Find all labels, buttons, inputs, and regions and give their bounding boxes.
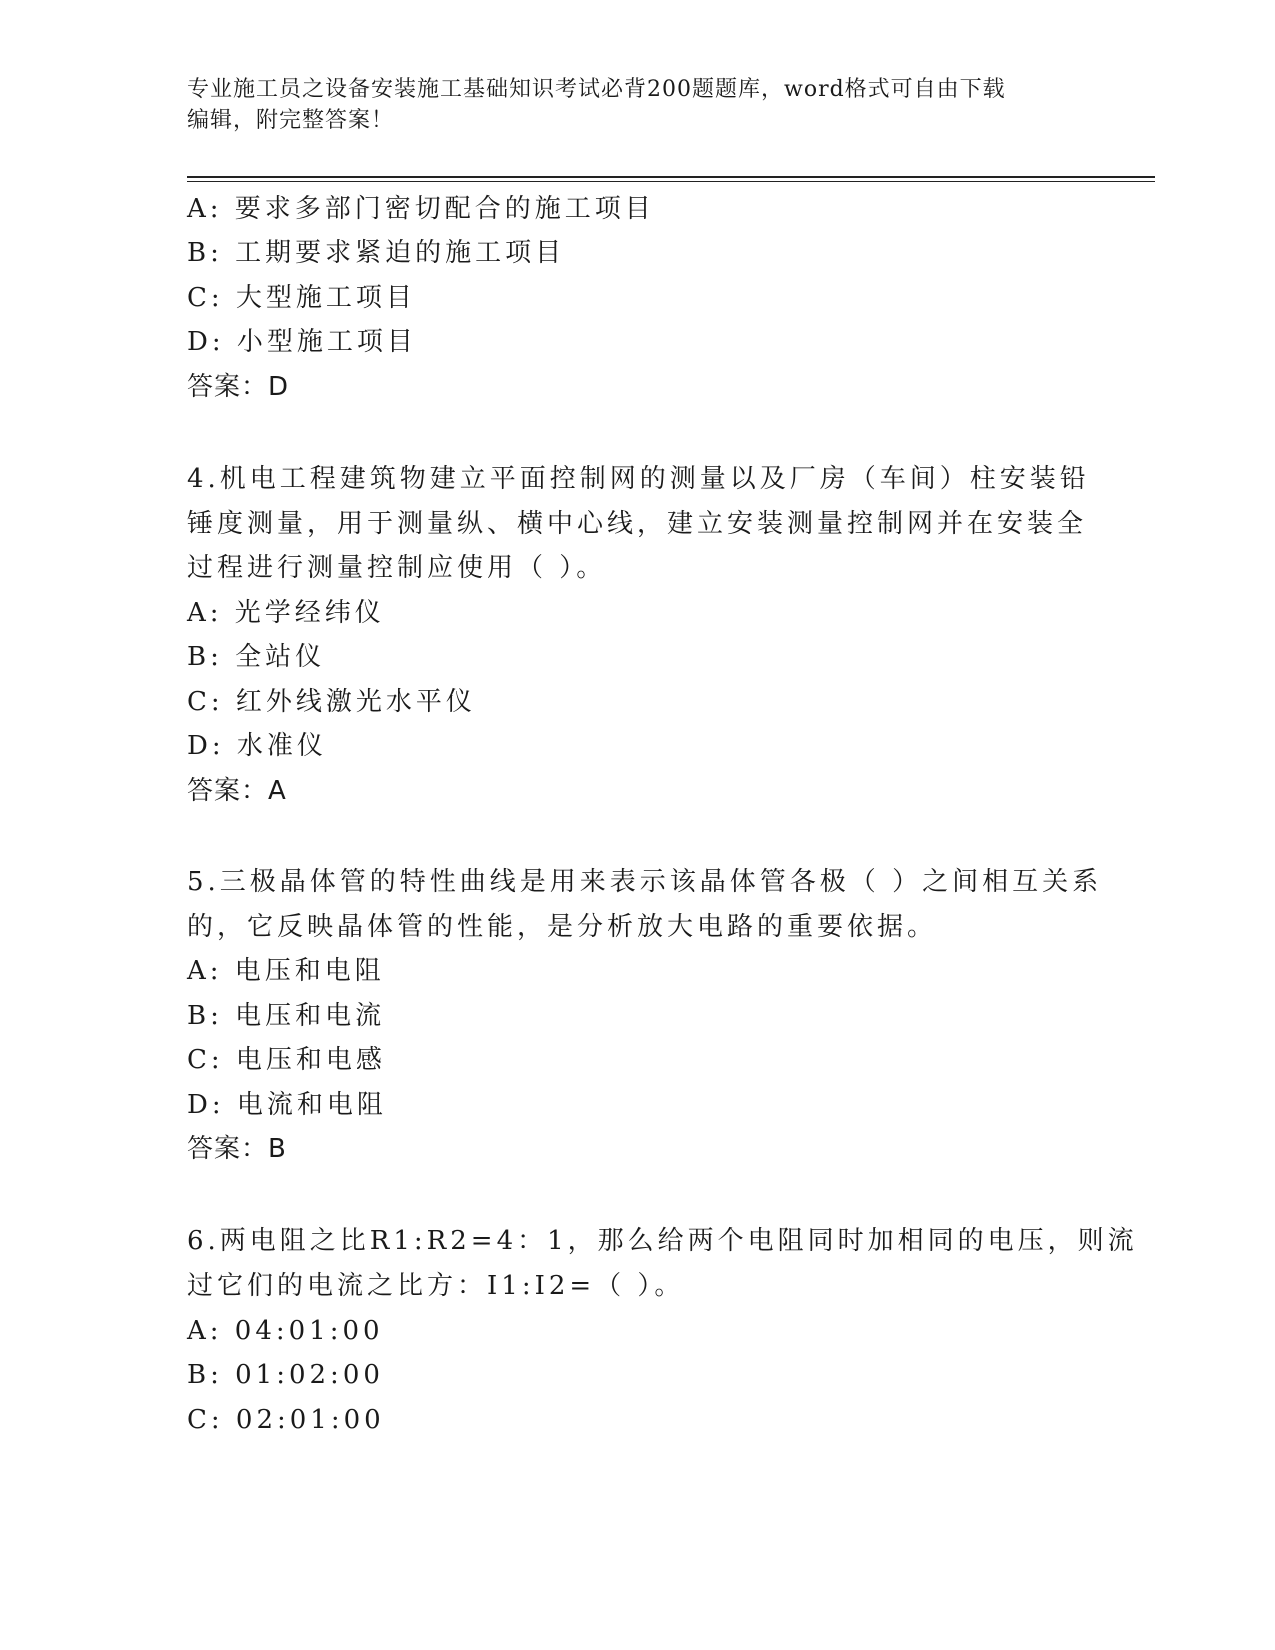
- q6-option-a: A: 04:01:00: [187, 1316, 384, 1346]
- q4-option-a: A: 光学经纬仪: [187, 598, 385, 628]
- q6-option-b: B: 01:02:00: [187, 1360, 384, 1390]
- q6-option-c: C: 02:01:00: [187, 1405, 385, 1435]
- document-header: [187, 74, 1087, 136]
- q3-option-c: C: 大型施工项目: [187, 283, 416, 313]
- q5-option-d: D: 电流和电阻: [187, 1090, 387, 1120]
- q4-stem-line-3: 过程进行测量控制应使用（ ）。: [187, 553, 607, 583]
- header-divider-thin: [187, 181, 1155, 182]
- q5-option-a: A: 电压和电阻: [187, 956, 385, 986]
- q5-option-b: B: 电压和电流: [187, 1001, 386, 1031]
- q4-option-b: B: 全站仪: [187, 642, 326, 672]
- q4-stem-line-1: 4.机电工程建筑物建立平面控制网的测量以及厂房（车间）柱安装铅: [187, 464, 1090, 494]
- q6-stem-line-1: 6.两电阻之比R1:R2=4：1，那么给两个电阻同时加相同的电压，则流: [187, 1226, 1138, 1256]
- header-title-line-1: 专业施工员之设备安装施工基础知识考试必背200题题库，word格式可自由下载: [187, 77, 1006, 102]
- q5-answer: 答案：B: [187, 1134, 287, 1164]
- q3-option-b: B: 工期要求紧迫的施工项目: [187, 238, 566, 268]
- q4-answer: 答案：A: [187, 776, 287, 806]
- q4-stem-line-2: 锤度测量，用于测量纵、横中心线，建立安装测量控制网并在安装全: [187, 509, 1088, 539]
- q5-stem-line-1: 5.三极晶体管的特性曲线是用来表示该晶体管各极（ ）之间相互关系: [187, 867, 1103, 897]
- q3-option-d: D: 小型施工项目: [187, 327, 417, 357]
- q3-option-a: A: 要求多部门密切配合的施工项目: [187, 194, 655, 224]
- q3-answer: 答案：D: [187, 372, 290, 402]
- header-title-line-2: 编辑，附完整答案！: [187, 108, 395, 133]
- q5-option-c: C: 电压和电感: [187, 1045, 386, 1075]
- q5-stem-line-2: 的，它反映晶体管的性能，是分析放大电路的重要依据。: [187, 912, 938, 942]
- q6-stem-line-2: 过它们的电流之比方：I1:I2=（ ）。: [187, 1271, 685, 1301]
- q4-option-c: C: 红外线激光水平仪: [187, 687, 476, 717]
- q4-option-d: D: 水准仪: [187, 731, 327, 761]
- header-divider-thick: [187, 176, 1155, 178]
